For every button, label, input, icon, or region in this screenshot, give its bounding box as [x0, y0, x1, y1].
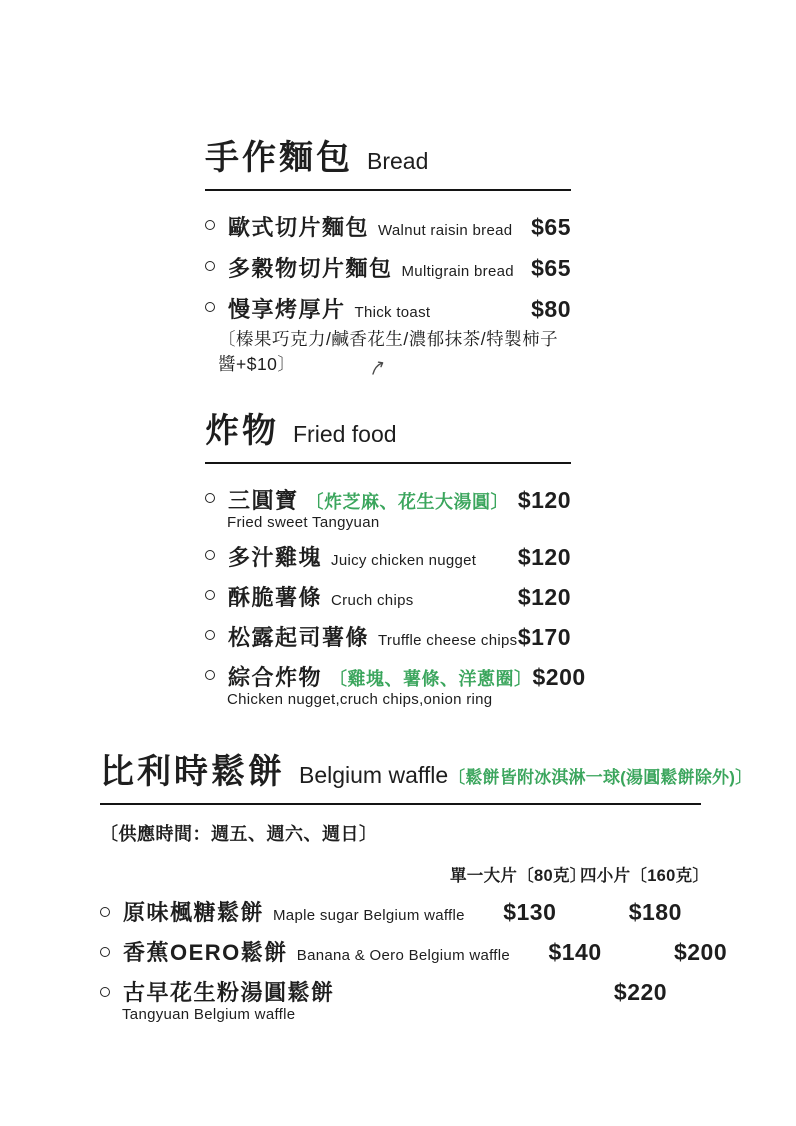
item-name-zh: 酥脆薯條 [228, 585, 323, 610]
section-divider [205, 189, 571, 191]
menu-item [205, 581, 571, 609]
column-header-four-small: 四小片〔160克〕 [580, 867, 710, 885]
section-fried-food [205, 403, 586, 708]
bullet-icon [205, 493, 215, 503]
item-name-zh: 多汁雞塊 [228, 545, 323, 570]
item-price: $120 [517, 584, 571, 610]
bullet-icon [205, 220, 215, 230]
item-name-zh: 慢享烤厚片 [228, 297, 346, 322]
item-price-large: $130 [503, 899, 557, 925]
item-green-note: 〔炸芝麻、花生大湯圓〕 [305, 492, 510, 512]
section-title-en: Belgium waffle [299, 762, 449, 788]
item-name-en: Truffle cheese chips [378, 632, 518, 649]
bullet-icon [100, 987, 110, 997]
item-price-small4: $220 [613, 979, 668, 1005]
item-name-zh: 三圓寶 [228, 488, 299, 513]
item-sub-en: Fried sweet Tangyuan [227, 514, 380, 531]
item-name-zh: 香蕉OERO鬆餅 [123, 940, 288, 965]
item-list [205, 211, 571, 376]
menu-item [205, 252, 571, 280]
item-sub-en: Tangyuan Belgium waffle [122, 1006, 296, 1023]
price-column-headers [100, 862, 710, 886]
menu-item [205, 211, 571, 239]
bullet-icon [205, 302, 215, 312]
section-title-zh: 炸物 [205, 412, 279, 450]
column-header-single-large: 單一大片〔80克〕 [450, 867, 587, 885]
section-belgium-waffle [100, 744, 753, 1023]
section-divider [100, 803, 701, 805]
item-price: $120 [517, 544, 571, 570]
bullet-icon [205, 261, 215, 271]
item-name-en: Juicy chicken nugget [331, 552, 477, 569]
menu-item [205, 541, 571, 569]
item-name-en: Banana & Oero Belgium waffle [296, 947, 511, 964]
section-title-zh: 手作麵包 [205, 139, 353, 177]
item-name-zh: 綜合炸物 [228, 665, 323, 690]
item-name-en: Multigrain bread [401, 263, 514, 280]
menu-item [100, 936, 728, 965]
item-name-en: Thick toast [354, 304, 431, 321]
item-price: $80 [531, 296, 571, 322]
section-header [205, 403, 571, 452]
section-title-en: Bread [367, 148, 429, 174]
service-time-note: 〔供應時間：週五、週六、週日〕 [100, 824, 378, 844]
item-name-zh: 古早花生粉湯圓鬆餅 [123, 980, 335, 1005]
section-header [205, 130, 571, 179]
item-price: $170 [517, 624, 571, 650]
item-price-small4: $200 [673, 939, 728, 965]
bullet-icon [100, 907, 110, 917]
menu-item [100, 896, 701, 924]
item-price: $120 [517, 487, 571, 513]
item-sub-en: Chicken nugget,cruch chips,onion ring [227, 691, 493, 708]
section-title-en: Fried food [293, 421, 397, 447]
item-price: $65 [531, 214, 571, 240]
item-green-note: 〔雞塊、薯條、洋蔥圈〕 [329, 669, 533, 689]
menu-item [205, 293, 571, 321]
bullet-icon [205, 670, 215, 680]
menu-item [205, 484, 571, 512]
bullet-icon [100, 947, 110, 957]
item-name-en: Cruch chips [331, 592, 414, 609]
section-header [100, 744, 753, 793]
item-name-zh: 多穀物切片麵包 [228, 256, 393, 281]
item-price: $200 [532, 664, 586, 690]
section-divider [205, 462, 571, 464]
bullet-icon [205, 630, 215, 640]
item-name-en: Walnut raisin bread [378, 222, 513, 239]
item-name-zh: 松露起司薯條 [228, 625, 370, 650]
menu-item [205, 621, 571, 649]
bullet-icon [205, 590, 215, 600]
section-bread [205, 130, 571, 376]
item-price-large: $140 [548, 939, 602, 965]
menu-item [205, 661, 586, 690]
item-name-zh: 歐式切片麵包 [228, 215, 370, 240]
section-title-zh: 比利時鬆餅 [100, 753, 285, 791]
bullet-icon [205, 550, 215, 560]
item-price-small4: $180 [628, 899, 682, 925]
menu-item [100, 976, 701, 1004]
item-list [205, 484, 586, 708]
item-name-zh: 原味楓糖鬆餅 [123, 900, 265, 925]
item-price: $65 [531, 255, 571, 281]
curved-arrow-icon [370, 359, 388, 377]
section-green-note: 〔鬆餅皆附冰淇淋一球(湯圓鬆餅除外)〕 [448, 768, 753, 787]
item-note: 〔榛果巧克力/鹹香花生/濃郁抹茶/特製柿子醬+$10〕 [218, 329, 559, 374]
item-name-en: Maple sugar Belgium waffle [273, 907, 465, 924]
